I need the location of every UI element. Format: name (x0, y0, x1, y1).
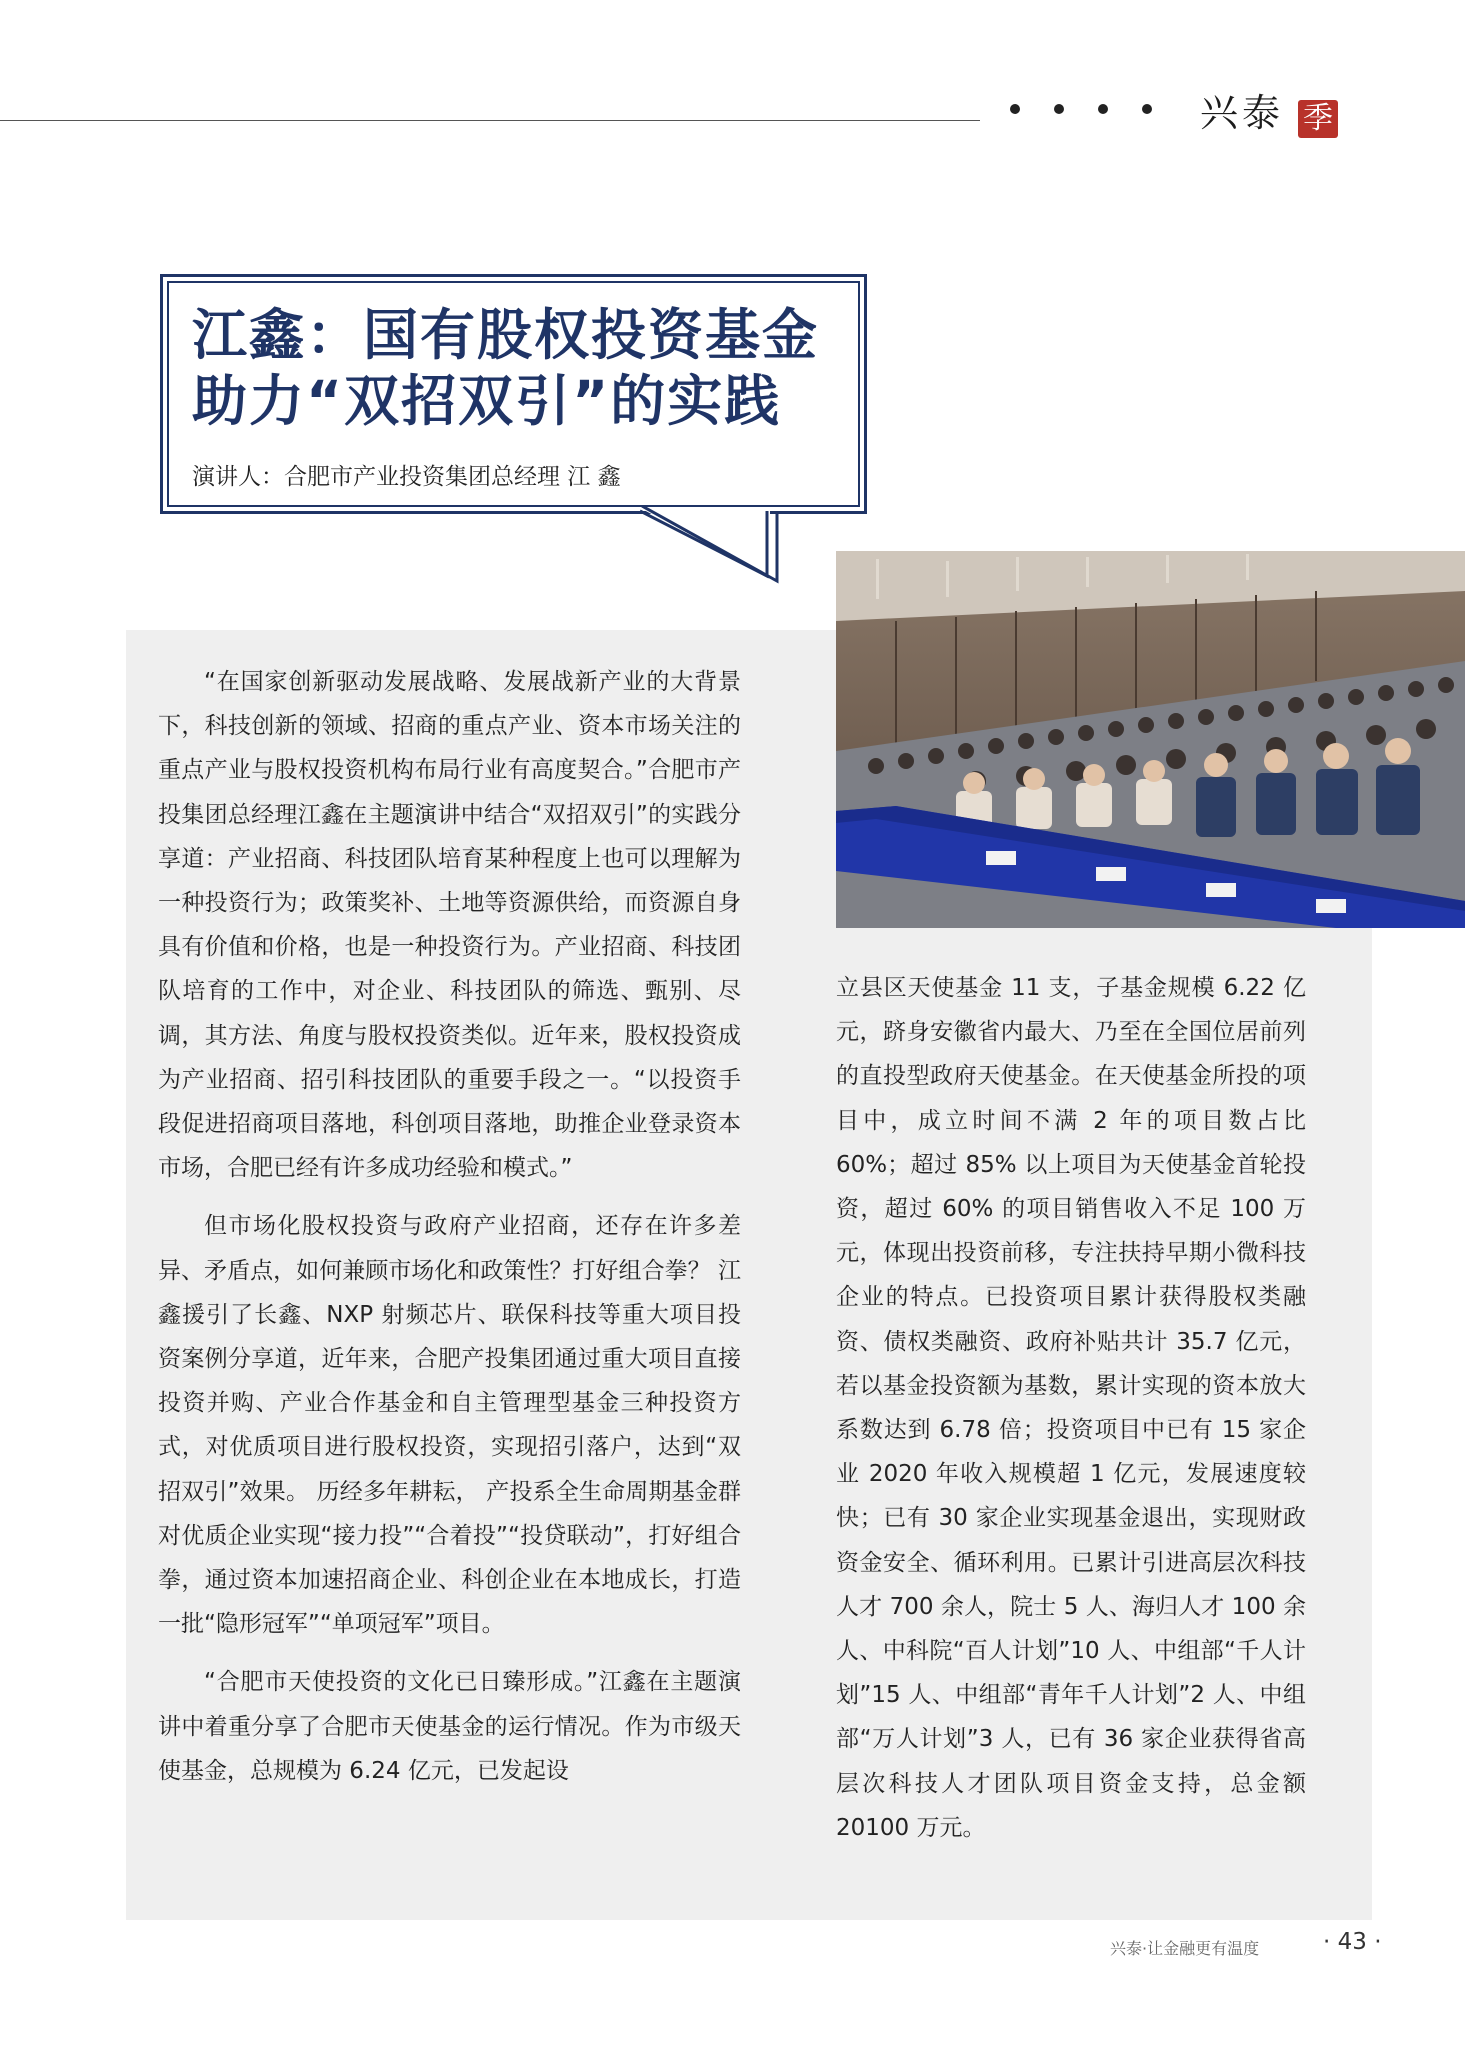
magazine-brand: 兴泰 (1200, 91, 1285, 135)
article-column-left (158, 660, 741, 1793)
body-paragraph-1: “在国家创新驱动发展战略、发展战新产业的大背景下，科技创新的领域、招商的重点产业、资本市场关注的重点产业与股权投资机构布局行业有高度契合。”合肥市产投集团总经理江鑫在主题演讲中结合“双招双引”的实践分享道：产业招商、科技团队培育某种程度上也可以理解为一种投资行为；政策奖补、土地等资源供给，而资源自身具有价值和价格，也是一种投资行为。产业招商、科技团队培育的工作中，对企业、科技团队的筛选、甄别、尽调，其方法、角度与股权投资类似。近年来，股权投资成为产业招商、招引科技团队的重要手段之一。“以投资手段促进招商项目落地，科创项目落地，助推企业登录资本市场，合肥已经有许多成功经验和模式。” (158, 669, 741, 1182)
article-title (192, 302, 819, 434)
article-column-right (836, 966, 1306, 1850)
title-speech-bubble (160, 274, 867, 514)
title-line-1: 江鑫：国有股权投资基金 (192, 303, 820, 367)
speaker-byline: 演讲人：合肥市产业投资集团总经理 江 鑫 (192, 464, 621, 490)
body-paragraph-3: “合肥市天使投资的文化已日臻形成。”江鑫在主题演讲中着重分享了合肥市天使基金的运行情况。作为市级天使基金，总规模为 6.24 亿元，已发起设 (158, 1669, 741, 1784)
header-rule (0, 120, 980, 121)
header-dots (1010, 104, 1152, 114)
title-line-2: 助力“双招双引”的实践 (192, 369, 782, 433)
page-number: · 43 · (1323, 1929, 1382, 1955)
footer-tagline: 兴泰·让金融更有温度 (1110, 1939, 1260, 1958)
body-paragraph-4: 立县区天使基金 11 支，子基金规模 6.22 亿元，跻身安徽省内最大、乃至在全国位居前列的直投型政府天使基金。在天使基金所投的项目中，成立时间不满 2 年的项目数占比 60%；超过 85% 以上项目为天使基金首轮投资，超过 60% 的项目销售收入不足 100 万元，体现出投资前移，专注扶持早期小微科技企业的特点。已投资项目累计获得股权类融资、债权类融资、政府补贴共计 35.7 亿元，若以基金投资额为基数，累计实现的资本放大系数达到 6.78 倍；投资项目中已有 15 家企业 2020 年收入规模超 1 亿元，发展速度较快；已有 30 家企业实现基金退出，实现财政资金安全、循环利用。已累计引进高层次科技人才 700 余人，院士 5 人、海归人才 100 余人、中科院“百人计划”10 人、中组部“千人计划”15 人、中组部“青年千人计划”2 人、中组部“万人计划”3 人，已有 36 家企业获得省高层次科技人才团队项目资金支持，总金额 20100 万元。 (836, 975, 1306, 1841)
magazine-seal-logo: 季 (1298, 100, 1338, 138)
body-paragraph-2: 但市场化股权投资与政府产业招商，还存在许多差异、矛盾点，如何兼顾市场化和政策性？打好组合拳？ 江鑫援引了长鑫、NXP 射频芯片、联保科技等重大项目投资案例分享道，近年来，合肥产投集团通过重大项目直接投资并购、产业合作基金和自主管理型基金三种投资方式，对优质项目进行股权投资，实现招引落户，达到“双招双引”效果。 历经多年耕耘， 产投系全生命周期基金群对优质企业实现“接力投”“合着投”“投贷联动”，打好组合拳，通过资本加速招商企业、科创企业在本地成长，打造一批“隐形冠军”“单项冠军”项目。 (158, 1213, 741, 1638)
speech-bubble-tail (640, 506, 790, 586)
conference-audience-photo (836, 551, 1465, 928)
